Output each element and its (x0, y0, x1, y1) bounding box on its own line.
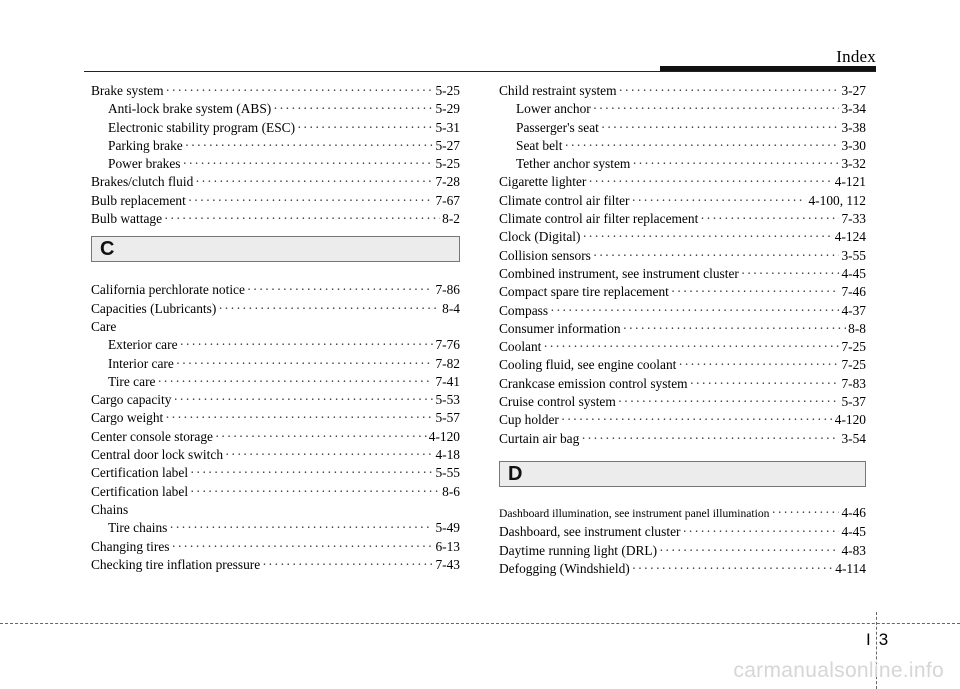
dot-leader (564, 137, 839, 155)
index-entry-label: Cargo capacity (91, 392, 172, 408)
index-entry-page: 4-121 (834, 174, 866, 190)
index-entry-label: Brakes/clutch fluid (91, 174, 194, 190)
index-entry (499, 247, 866, 265)
index-entry-page: 7-41 (435, 373, 460, 389)
dot-leader (550, 302, 839, 320)
index-entry-label: Passerger's seat (516, 119, 599, 135)
index-entry (91, 391, 460, 409)
index-entry-label: Climate control air filter replacement (499, 211, 699, 227)
index-entry-label: Cigarette lighter (499, 174, 587, 190)
dot-leader (176, 355, 434, 373)
index-entry-label: Consumer information (499, 320, 621, 336)
index-entry-label: Daytime running light (DRL) (499, 542, 658, 558)
entry-list-d (499, 504, 866, 578)
dot-leader (623, 320, 847, 338)
index-entry (499, 173, 866, 191)
index-entry-page: 5-27 (435, 137, 460, 153)
index-entry (499, 393, 866, 411)
index-entry-page: 4-37 (841, 302, 866, 318)
index-entry-page: 4-120 (428, 428, 460, 444)
index-entry-page: 7-67 (435, 192, 460, 208)
index-entry-page: 7-82 (435, 355, 460, 371)
index-entry-page: 4-100, 112 (808, 192, 866, 208)
dot-leader (671, 283, 840, 301)
dot-leader (157, 373, 433, 391)
footer-dashed-rule (0, 623, 960, 624)
dot-leader (561, 411, 833, 429)
index-entry-page: 5-25 (435, 83, 460, 98)
dot-leader (543, 338, 839, 356)
index-entry (499, 375, 866, 393)
index-entry-label: Combined instrument, see instrument cluster (499, 265, 739, 281)
index-entry-label: Electronic stability program (ESC) (108, 119, 296, 135)
index-entry (91, 446, 460, 464)
section-header-c (91, 236, 460, 262)
section-header-d (499, 461, 866, 487)
index-entry-label: Tether anchor system (516, 156, 631, 172)
index-entry (91, 100, 460, 118)
index-entry (91, 210, 460, 228)
index-entry (91, 119, 460, 137)
index-column-right (499, 82, 866, 578)
index-entry-page: 5-29 (435, 101, 460, 117)
index-entry-page: 8-8 (848, 320, 866, 336)
index-entry-label: Brake system (91, 83, 164, 98)
section-letter: D (508, 462, 523, 485)
index-entry-page: 4-124 (834, 229, 866, 245)
dot-leader (582, 228, 832, 246)
dot-leader (195, 173, 433, 191)
index-entry-label: Compass (499, 302, 549, 318)
index-entry-page: 3-54 (841, 430, 866, 446)
entry-list-c (91, 281, 460, 574)
dot-leader (169, 519, 433, 537)
index-entry-page: 6-13 (435, 538, 460, 554)
header-rule (84, 71, 876, 72)
dot-leader (225, 446, 433, 464)
index-entry-label: Parking brake (108, 137, 183, 153)
index-entry-label: Curtain air bag (499, 430, 580, 446)
index-entry (499, 155, 866, 173)
index-entry-page: 5-53 (435, 392, 460, 408)
index-entry-label: Child restraint system (499, 83, 617, 98)
index-entry-label: Cargo weight (91, 410, 164, 426)
dot-leader (190, 464, 433, 482)
index-entry-label: Care (91, 318, 117, 334)
index-entry-label: Certification label (91, 483, 189, 499)
index-entry-label: Collision sensors (499, 247, 591, 263)
dot-leader (171, 538, 433, 556)
index-entry (91, 538, 460, 556)
dot-leader (741, 265, 840, 283)
index-entry (499, 228, 866, 246)
index-entry (499, 320, 866, 338)
index-entry (499, 302, 866, 320)
index-entry-label: Clock (Digital) (499, 229, 581, 245)
index-entry-page: 5-31 (435, 119, 460, 135)
index-entry (91, 355, 460, 373)
index-entry-label: Lower anchor (516, 101, 591, 117)
dot-leader (682, 523, 839, 541)
index-entry (91, 82, 460, 100)
dot-leader (297, 119, 433, 137)
index-entry (499, 542, 866, 560)
index-entry-label: Dashboard illumination, see instrument panel illumination (499, 506, 770, 520)
index-entry-label: Changing tires (91, 538, 170, 554)
index-entry-page: 7-43 (435, 556, 460, 572)
index-entry-page: 4-46 (841, 504, 866, 520)
index-entry-label: Exterior care (108, 337, 178, 353)
index-entry-page: 4-18 (435, 447, 460, 463)
dot-leader (700, 210, 839, 228)
index-entry-label: Cup holder (499, 412, 559, 428)
index-entry (499, 356, 866, 374)
index-entry (499, 210, 866, 228)
index-entry-label: Dashboard, see instrument cluster (499, 524, 681, 540)
dot-leader (601, 119, 840, 137)
entry-list-c-cont (499, 82, 866, 448)
index-entry-page: 4-83 (841, 542, 866, 558)
dot-leader (185, 137, 434, 155)
dot-leader (165, 409, 433, 427)
index-entry-label: Defogging (Windshield) (499, 560, 630, 576)
index-entry (499, 82, 866, 100)
index-entry-label: Checking tire inflation pressure (91, 556, 261, 572)
index-entry-page: 7-86 (435, 282, 460, 298)
index-entry-page: 7-25 (841, 357, 866, 373)
index-entry-page: 7-76 (435, 337, 460, 353)
index-entry (91, 556, 460, 574)
index-entry (91, 300, 460, 318)
index-entry-page: 3-30 (841, 137, 866, 153)
dot-leader (690, 375, 840, 393)
index-entry (91, 281, 460, 299)
index-entry-page: 7-83 (841, 375, 866, 391)
index-entry-page: 4-114 (835, 560, 866, 576)
dot-leader (632, 155, 839, 173)
dot-leader (190, 483, 440, 501)
index-entry-page: 7-33 (841, 211, 866, 227)
dot-leader (771, 504, 839, 522)
index-entry-page: 3-34 (841, 101, 866, 117)
index-entry-label: Bulb replacement (91, 192, 186, 208)
dot-leader (215, 428, 427, 446)
index-entry (91, 501, 460, 519)
index-entry (91, 155, 460, 173)
index-entry-label: Chains (91, 501, 129, 517)
index-entry-label: Climate control air filter (499, 192, 630, 208)
entry-list-b (91, 82, 460, 228)
index-entry (499, 430, 866, 448)
page-number-value: 3 (878, 630, 889, 649)
index-entry-page: 3-32 (841, 156, 866, 172)
index-entry (91, 318, 460, 336)
index-entry-page: 4-45 (841, 265, 866, 281)
dot-leader (183, 155, 434, 173)
index-entry (91, 428, 460, 446)
index-entry-page: 3-38 (841, 119, 866, 135)
index-entry-page: 5-49 (435, 520, 460, 536)
index-entry-label: Certification label (91, 465, 189, 481)
index-entry-label: Compact spare tire replacement (499, 284, 669, 300)
dot-leader (262, 556, 433, 574)
index-entry (499, 119, 866, 137)
index-entry-page: 4-45 (841, 524, 866, 540)
dot-leader (581, 430, 839, 448)
index-entry (91, 464, 460, 482)
index-entry-label: Capacities (Lubricants) (91, 300, 217, 316)
index-entry-label: Bulb wattage (91, 211, 163, 227)
page-number (866, 630, 888, 650)
dot-leader (180, 336, 434, 354)
index-entry-page: 8-6 (442, 483, 460, 499)
section-mark: I (866, 630, 871, 649)
dot-leader (618, 393, 840, 411)
watermark: carmanualsonline.info (733, 659, 944, 682)
dot-leader (593, 100, 840, 118)
index-entry (91, 173, 460, 191)
index-entry-page: 5-25 (435, 156, 460, 172)
index-entry (499, 411, 866, 429)
index-entry-page: 3-27 (841, 83, 866, 98)
index-entry (499, 283, 866, 301)
dot-leader (247, 281, 434, 299)
dot-leader (166, 82, 434, 100)
index-entry (91, 373, 460, 391)
index-entry-label: Seat belt (516, 137, 563, 153)
index-entry (91, 519, 460, 537)
dot-leader (659, 542, 839, 560)
dot-leader (218, 300, 440, 318)
index-entry-page: 4-120 (834, 412, 866, 428)
index-entry-page: 5-37 (841, 394, 866, 410)
index-entry-label: Cooling fluid, see engine coolant (499, 357, 677, 373)
dot-leader (588, 173, 832, 191)
index-entry (499, 504, 866, 523)
dot-leader (678, 356, 839, 374)
index-entry-label: Center console storage (91, 428, 213, 444)
index-entry-label: Coolant (499, 339, 542, 355)
index-entry-page: 8-4 (442, 300, 460, 316)
index-entry-label: Cruise control system (499, 394, 616, 410)
dot-leader (632, 560, 834, 578)
index-column-left (91, 82, 460, 574)
index-entry (91, 192, 460, 210)
index-entry-label: California perchlorate notice (91, 282, 245, 298)
index-entry (499, 137, 866, 155)
dot-leader (593, 247, 840, 265)
index-entry-page: 7-25 (841, 339, 866, 355)
index-entry-page: 3-55 (841, 247, 866, 263)
dot-leader (164, 210, 440, 228)
index-entry-page: 5-55 (435, 465, 460, 481)
index-entry-label: Tire care (108, 373, 156, 389)
index-entry (91, 483, 460, 501)
index-entry-page: 8-2 (442, 211, 460, 227)
index-entry-page: 5-57 (435, 410, 460, 426)
index-entry (499, 265, 866, 283)
index-entry-label: Anti-lock brake system (ABS) (108, 101, 272, 117)
index-entry (91, 409, 460, 427)
index-entry-label: Central door lock switch (91, 447, 224, 463)
index-entry (499, 338, 866, 356)
index-entry-label: Tire chains (108, 520, 168, 536)
section-letter: C (100, 238, 115, 261)
dot-leader (173, 391, 433, 409)
index-entry (499, 192, 866, 210)
index-entry (91, 336, 460, 354)
dot-leader (619, 82, 840, 100)
index-entry-page: 7-28 (435, 174, 460, 190)
dot-leader (188, 192, 434, 210)
index-entry (499, 523, 866, 541)
index-entry (499, 560, 866, 578)
index-entry-label: Interior care (108, 355, 174, 371)
dot-leader (273, 100, 433, 118)
index-entry-page: 7-46 (841, 284, 866, 300)
dot-leader (632, 192, 807, 210)
index-entry (499, 100, 866, 118)
page-header-title: Index (836, 47, 876, 66)
index-entry (91, 137, 460, 155)
index-entry-label: Crankcase emission control system (499, 375, 688, 391)
index-entry-label: Power brakes (108, 156, 181, 172)
